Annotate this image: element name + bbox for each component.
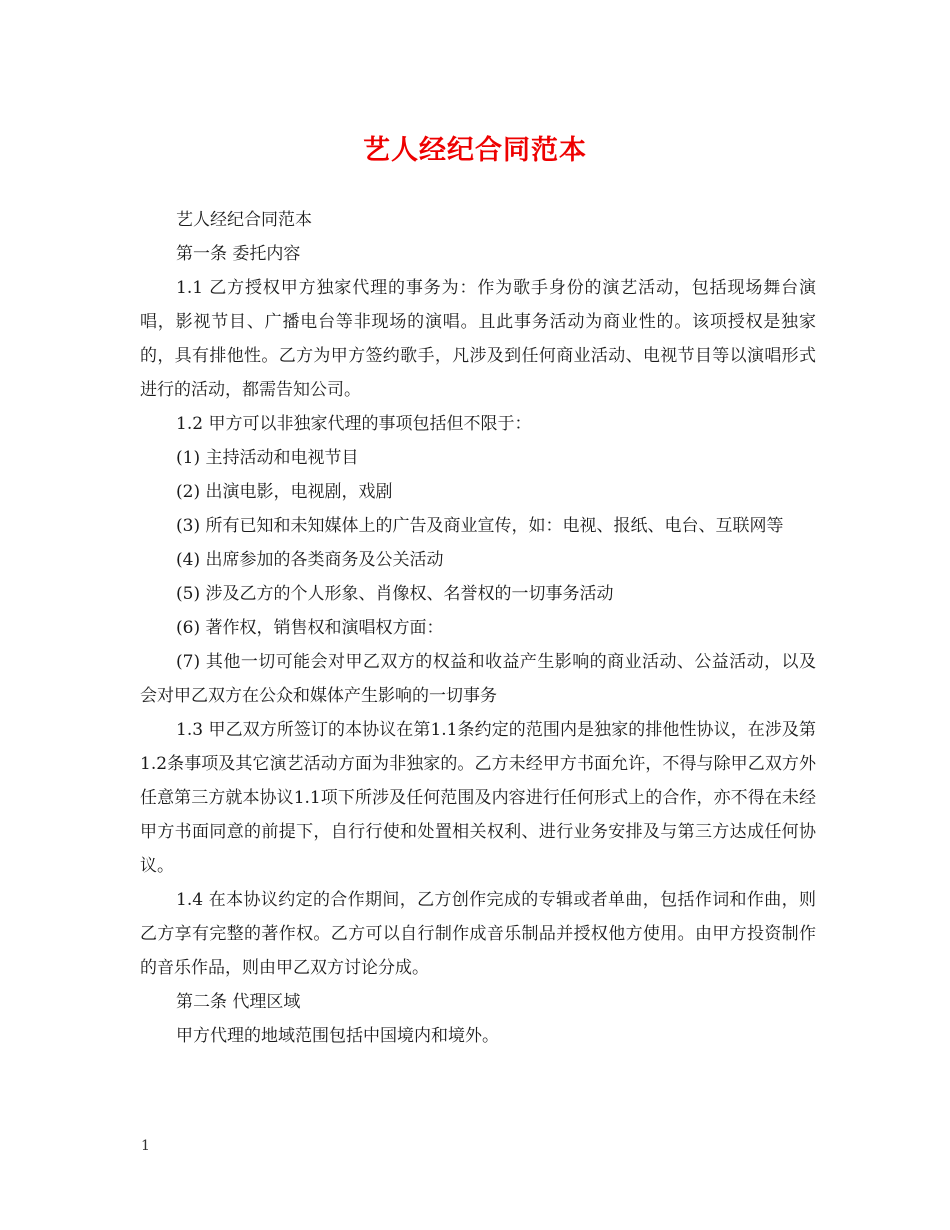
list-item-7: (7) 其他一切可能会对甲乙双方的权益和收益产生影响的商业活动、公益活动，以及会对甲乙双方在公众和媒体产生影响的一切事务: [140, 652, 816, 706]
list-item-6: (6) 著作权，销售权和演唱权方面：: [176, 618, 444, 638]
paragraph-heading: 艺人经纪合同范本: [176, 210, 312, 230]
section-heading-2: 第二条 代理区域: [176, 992, 301, 1012]
list-item-5: (5) 涉及乙方的个人形象、肖像权、名誉权的一切事务活动: [176, 584, 614, 604]
clause-1-1: 1.1 乙方授权甲方独家代理的事务为：作为歌手身份的演艺活动，包括现场舞台演唱，影视节目、广播电台等非现场的演唱。且此事务活动为商业性的。该项授权是独家的，具有排他性。乙方为甲方签约歌手，凡涉及到任何商业活动、电视节目等以演唱形式进行的活动，都需告知公司。: [140, 278, 816, 400]
page-number: 1: [141, 1138, 150, 1154]
clause-1-2: 1.2 甲方可以非独家代理的事项包括但不限于：: [176, 414, 532, 434]
list-item-3: (3) 所有已知和未知媒体上的广告及商业宣传，如：电视、报纸、电台、互联网等: [176, 516, 784, 536]
list-item-1: (1) 主持活动和电视节目: [176, 448, 359, 468]
section-heading-1: 第一条 委托内容: [176, 244, 301, 264]
list-item-2: (2) 出演电影，电视剧，戏剧: [176, 482, 393, 502]
clause-1-4: 1.4 在本协议约定的合作期间，乙方创作完成的专辑或者单曲，包括作词和作曲，则乙方享有完整的著作权。乙方可以自行制作成音乐制品并授权他方使用。由甲方投资制作的音乐作品，则由甲乙双方讨论分成。: [140, 890, 816, 978]
clause-2-text: 甲方代理的地域范围包括中国境内和境外。: [176, 1026, 499, 1046]
document-body: [140, 203, 816, 1053]
document-title: 艺人经纪合同范本: [363, 135, 587, 166]
list-item-4: (4) 出席参加的各类商务及公关活动: [176, 550, 444, 570]
clause-1-3: 1.3 甲乙双方所签订的本协议在第1.1条约定的范围内是独家的排他性协议，在涉及第1.2条事项及其它演艺活动方面为非独家的。乙方未经甲方书面允许，不得与除甲乙双方外任意第三方就本协议1.1项下所涉及任何范围及内容进行任何形式上的合作，亦不得在未经甲方书面同意的前提下，自行行使和处置相关权利、进行业务安排及与第三方达成任何协议。: [140, 720, 816, 876]
